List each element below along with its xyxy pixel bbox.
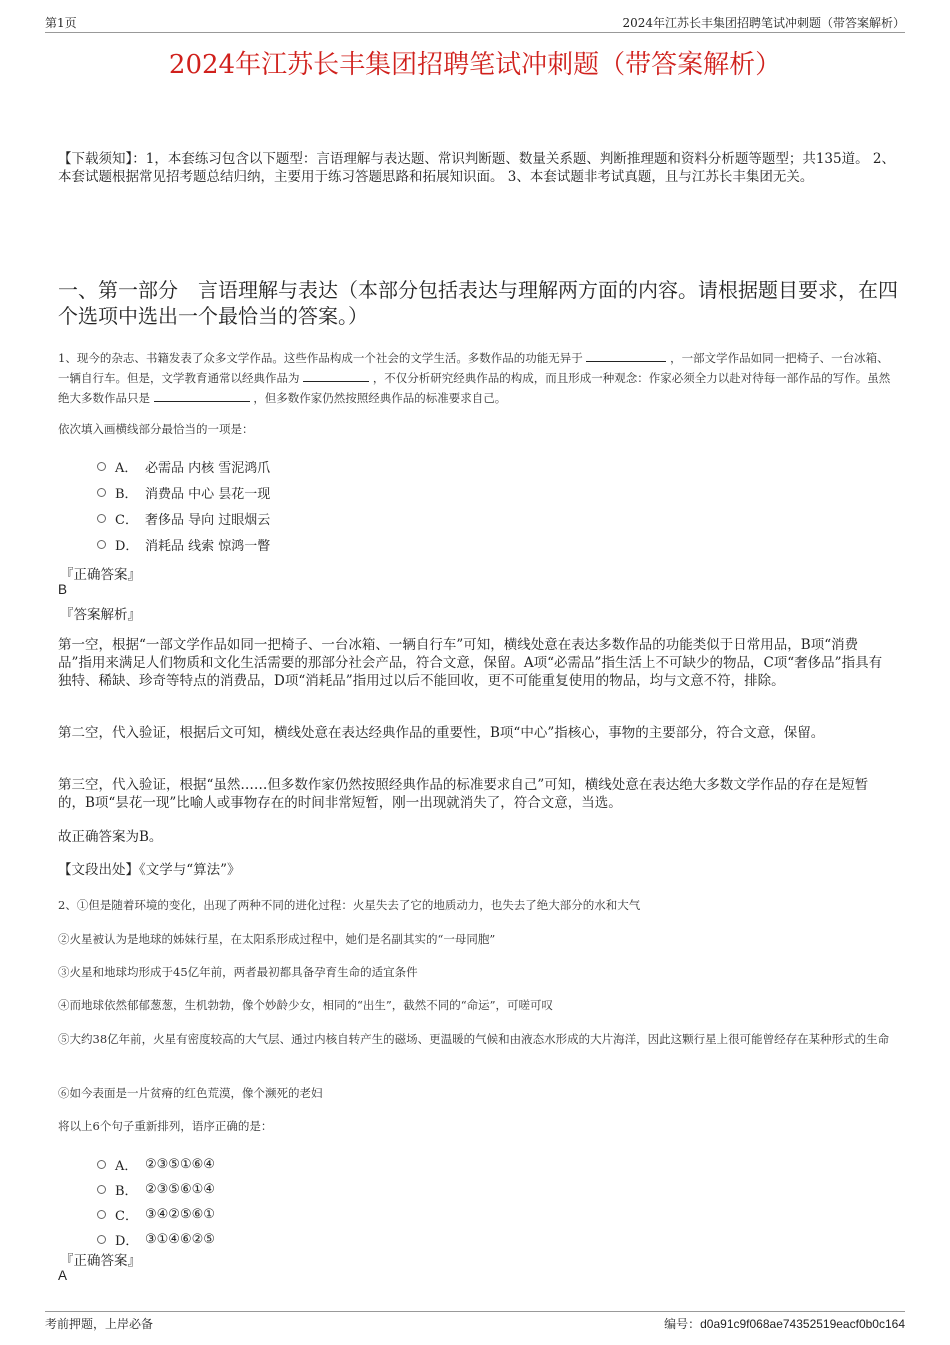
q2-sentence-1: 2、①但是随着环境的变化，出现了两种不同的进化过程：火星失去了它的地质动力，也失去了绝大部分的水和大气 — [58, 898, 641, 912]
q1-analysis-para-1: 第一空，根据“一部文学作品如同一把椅子、一台冰箱、一辆自行车”可知，横线处意在表达多数作品的功能类似于日常用品，B项“消费品”指用来满足人们物质和文化生活需要的那部分社会产品，符合文意，保留。A项“必需品”指生活上不可缺少的物品，C项“奢侈品”指具有独特、稀缺、珍奇等特点的消费品，D项“消耗品”指用过以后不能回收，更不可能重复使用的物品，均与文意不符，排除。 — [58, 637, 883, 689]
q1-text-d: ，但多数作家仍然按照经典作品的标准要求自己。 — [253, 391, 507, 405]
radio-icon[interactable] — [97, 462, 106, 471]
q1-text-a: 1、现今的杂志、书籍发表了众多文学作品。这些作品构成一个社会的文学生活。多数作品的功能无异于 — [58, 351, 583, 365]
option-text: ②③⑤⑥①④ — [145, 1182, 215, 1197]
q2-option-d[interactable] — [97, 1230, 215, 1249]
q2-answer-label: 『正确答案』 — [60, 1253, 141, 1269]
q1-blank-2 — [303, 369, 369, 382]
q2-instruction: 将以上6个句子重新排列，语序正确的是： — [58, 1119, 273, 1133]
q1-analysis-label: 『答案解析』 — [60, 607, 141, 623]
page-header — [45, 14, 905, 33]
q2-option-a[interactable] — [97, 1155, 215, 1174]
q2-sentence-4: ④而地球依然郁郁葱葱，生机勃勃，像个妙龄少女，相同的“出生”，截然不同的“命运”，可嗟可叹 — [58, 998, 554, 1012]
option-text: ③①④⑥②⑤ — [145, 1232, 215, 1247]
q1-option-a[interactable] — [97, 457, 270, 476]
option-letter: C． — [115, 1209, 138, 1224]
option-text: 必需品 内核 雪泥鸿爪 — [145, 461, 271, 476]
q1-answer-label: 『正确答案』 — [60, 567, 141, 583]
q2-sentence-6: ⑥如今表面是一片贫瘠的红色荒漠，像个濒死的老妇 — [58, 1086, 323, 1100]
radio-icon[interactable] — [97, 514, 106, 523]
q1-option-d[interactable] — [97, 535, 270, 554]
question-1-stem — [58, 348, 900, 408]
q1-analysis-para-2: 第二空，代入验证，根据后文可知，横线处意在表达经典作品的重要性，B项“中心”指核心，事物的主要部分，符合文意，保留。 — [58, 725, 825, 741]
option-text: ③④②⑤⑥① — [145, 1207, 215, 1222]
footer-code-label: 编号： — [664, 1317, 701, 1331]
footer-code: d0a91c9f068ae74352519eacf0b0c164 — [700, 1317, 905, 1331]
q2-sentence-2: ②火星被认为是地球的姊妹行星，在太阳系形成过程中，她们是名副其实的“一母同胞” — [58, 932, 496, 946]
q1-analysis-para-3: 第三空，代入验证，根据“虽然……但多数作家仍然按照经典作品的标准要求自己”可知，横线处意在表达绝大多数文学作品的存在是短暂的，B项“昙花一现”比喻人或事物存在的时间非常短暂，刚一出现就消失了，符合文意，当选。 — [58, 777, 869, 811]
option-letter: C． — [115, 513, 138, 528]
q1-instruction: 依次填入画横线部分最恰当的一项是： — [58, 422, 254, 436]
header-doc-title: 2024年江苏长丰集团招聘笔试冲刺题（带答案解析） — [622, 16, 905, 30]
option-letter: D． — [115, 539, 139, 554]
option-text: 消耗品 线索 惊鸿一瞥 — [145, 539, 271, 554]
q1-text-c: ，不仅分析研究经典作品的构成，而且形成一种观念：作家必须全力以赴对待每一部作品的写作。虽然绝大多数作品只是 — [58, 371, 891, 405]
footer-slogan: 考前押题，上岸必备 — [45, 1317, 154, 1331]
radio-icon[interactable] — [97, 1235, 106, 1244]
q1-option-b[interactable] — [97, 483, 270, 502]
q1-blank-1 — [586, 349, 666, 362]
section-heading: 一、第一部分 言语理解与表达（本部分包括表达与理解两方面的内容。请根据题目要求，在四个选项中选出一个最恰当的答案。） — [58, 278, 898, 328]
q1-analysis-conclusion: 故正确答案为B。 — [58, 829, 163, 845]
q1-text-b: ，一部文学作品如同一把椅子、一台冰箱、一辆自行车。但是，文学教育通常以经典作品为 — [58, 351, 889, 385]
q2-option-b[interactable] — [97, 1180, 215, 1199]
radio-icon[interactable] — [97, 1210, 106, 1219]
page-title: 2024年江苏长丰集团招聘笔试冲刺题（带答案解析） — [168, 50, 782, 80]
q2-answer: A — [58, 1268, 68, 1283]
radio-icon[interactable] — [97, 1185, 106, 1194]
radio-icon[interactable] — [97, 540, 106, 549]
page-footer — [45, 1311, 905, 1332]
q2-option-c[interactable] — [97, 1205, 215, 1224]
q1-answer: B — [58, 582, 68, 597]
option-text: 奢侈品 导向 过眼烟云 — [145, 513, 271, 528]
page-number: 第1页 — [45, 16, 77, 30]
q2-sentence-5: ⑤大约38亿年前，火星有密度较高的大气层、通过内核自转产生的磁场、更温暖的气候和由液态水形成的大片海洋，因此这颗行星上很可能曾经存在某种形式的生命 — [58, 1032, 890, 1046]
q2-sentence-3: ③火星和地球均形成于45亿年前，两者最初都具备孕育生命的适宜条件 — [58, 965, 418, 979]
radio-icon[interactable] — [97, 488, 106, 497]
q1-option-c[interactable] — [97, 509, 270, 528]
q1-source: 【文段出处】《文学与“算法”》 — [58, 862, 241, 878]
option-text: 消费品 中心 昙花一现 — [145, 487, 271, 502]
radio-icon[interactable] — [97, 1160, 106, 1169]
option-letter: A． — [115, 1159, 138, 1174]
q1-blank-3 — [154, 389, 250, 402]
option-letter: D． — [115, 1234, 139, 1249]
option-letter: B． — [115, 1184, 138, 1199]
footer-code-block — [664, 1315, 905, 1332]
option-text: ②③⑤①⑥④ — [145, 1157, 215, 1172]
option-letter: B． — [115, 487, 138, 502]
option-letter: A． — [115, 461, 138, 476]
download-notice: 【下载须知】：1，本套练习包含以下题型：言语理解与表达题、常识判断题、数量关系题、判断推理题和资料分析题等题型；共135道。 2、本套试题根据常见招考题总结归纳，主要用于练习答题思路和拓展知识面。 3、本套试题非考试真题，且与江苏长丰集团无关。 — [58, 151, 895, 185]
